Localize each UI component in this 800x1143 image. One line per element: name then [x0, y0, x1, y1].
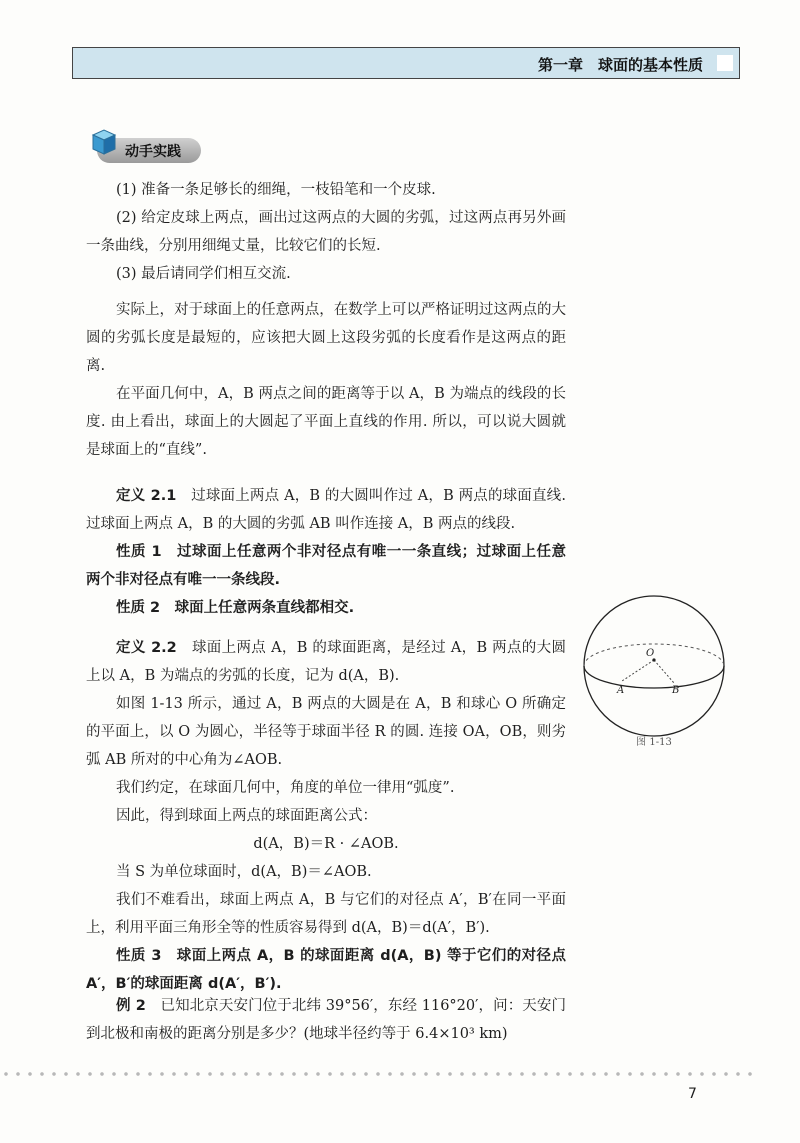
radius-oa	[622, 660, 654, 681]
cube-icon	[87, 126, 121, 160]
property-3	[86, 942, 566, 998]
definition-text: 过球面上两点 A，B 的大圆叫作过 A，B 两点的球面直线. 过球面上两点 A，B 的大圆的劣弧 AB 叫作连接 A，B 两点的线段.	[86, 488, 566, 532]
chapter-header	[72, 47, 740, 79]
property-text: 过球面上任意两个非对径点有唯一一条直线；过球面上任意两个非对径点有唯一一条线段.	[86, 544, 566, 588]
property-head: 性质 3	[116, 948, 162, 964]
page-number: 7	[688, 1086, 697, 1102]
paragraph: 实际上，对于球面上的任意两点，在数学上可以严格证明过这两点的大圆的劣弧长度是最短的，应该把大圆上这段劣弧的长度看作是这两点的距离.	[86, 302, 566, 374]
example-section	[86, 992, 566, 1048]
radius-ob	[654, 660, 674, 683]
label-a: A	[617, 685, 625, 696]
property-head: 性质 2	[116, 600, 161, 616]
intro-section	[86, 296, 566, 464]
chapter-title: 第一章 球面的基本性质	[537, 56, 703, 74]
paragraph: 如图 1-13 所示，通过 A，B 两点的大圆是在 A，B 和球心 O 所确定的平面上，以 O 为圆心，半径等于球面半径 R 的圆. 连接 OA，OB，则劣弧 AB 所对的中心角为∠AOB.	[86, 696, 566, 768]
list-item: (2) 给定皮球上两点，画出过这两点的大圆的劣弧，过这两点再另外画一条曲线，分别用细绳丈量，比较它们的长短.	[86, 210, 566, 254]
property-1	[86, 538, 566, 594]
paragraph: 在平面几何中，A，B 两点之间的距离等于以 A，B 为端点的线段的长度. 由上看出，球面上的大圆起了平面上直线的作用. 所以，可以说大圆就是球面上的“直线”.	[86, 386, 566, 458]
paragraph: 当 S 为单位球面时，d(A，B)＝∠AOB.	[116, 864, 372, 880]
sphere-figure	[580, 594, 728, 744]
property-text: 球面上任意两条直线都相交.	[160, 600, 355, 616]
definition-2-2	[86, 634, 566, 690]
distance-section	[86, 634, 566, 998]
property-2	[86, 594, 566, 622]
activity-badge	[85, 126, 205, 166]
definitions-section	[86, 482, 566, 622]
property-head: 性质 1	[116, 544, 162, 560]
header-square-decoration	[717, 55, 733, 71]
example-2	[86, 992, 566, 1048]
sphere-outline	[584, 596, 724, 736]
list-item: (3) 最后请同学们相互交流.	[116, 266, 291, 282]
paragraph: 我们约定，在球面几何中，角度的单位一律用“弧度”.	[116, 780, 455, 796]
figure-caption: 图 1-13	[636, 737, 672, 748]
definition-head: 定义 2.2	[116, 640, 177, 656]
activity-list	[86, 176, 566, 288]
list-item: (1) 准备一条足够长的细绳，一枝铅笔和一个皮球.	[116, 182, 436, 198]
definition-2-1	[86, 482, 566, 538]
footer-dotted-rule	[0, 1072, 760, 1076]
example-text: 已知北京天安门位于北纬 39°56′，东经 116°20′，问：天安门到北极和南极的距离分别是多少？(地球半径约等于 6.4×10³ km)	[86, 998, 566, 1042]
label-o: O	[646, 648, 655, 659]
paragraph: 我们不难看出，球面上两点 A，B 与它们的对径点 A′，B′在同一平面上，利用平面三角形全等的性质容易得到 d(A，B)＝d(A′，B′).	[86, 892, 566, 936]
distance-formula: d(A，B)＝R · ∠AOB.	[253, 836, 399, 852]
example-head: 例 2	[116, 998, 146, 1014]
definition-text: 球面上两点 A，B 的球面距离，是经过 A，B 两点的大圆上以 A，B 为端点的劣弧的长度，记为 d(A，B).	[86, 640, 566, 684]
equator-front	[584, 666, 724, 688]
definition-head: 定义 2.1	[116, 488, 177, 504]
paragraph: 因此，得到球面上两点的球面距离公式：	[116, 808, 377, 824]
activity-label: 动手实践	[125, 144, 181, 160]
label-b: B	[672, 685, 680, 696]
property-text: 球面上两点 A，B 的球面距离 d(A，B) 等于它们的对径点 A′，B′的球面距离 d(A′，B′).	[86, 948, 566, 992]
